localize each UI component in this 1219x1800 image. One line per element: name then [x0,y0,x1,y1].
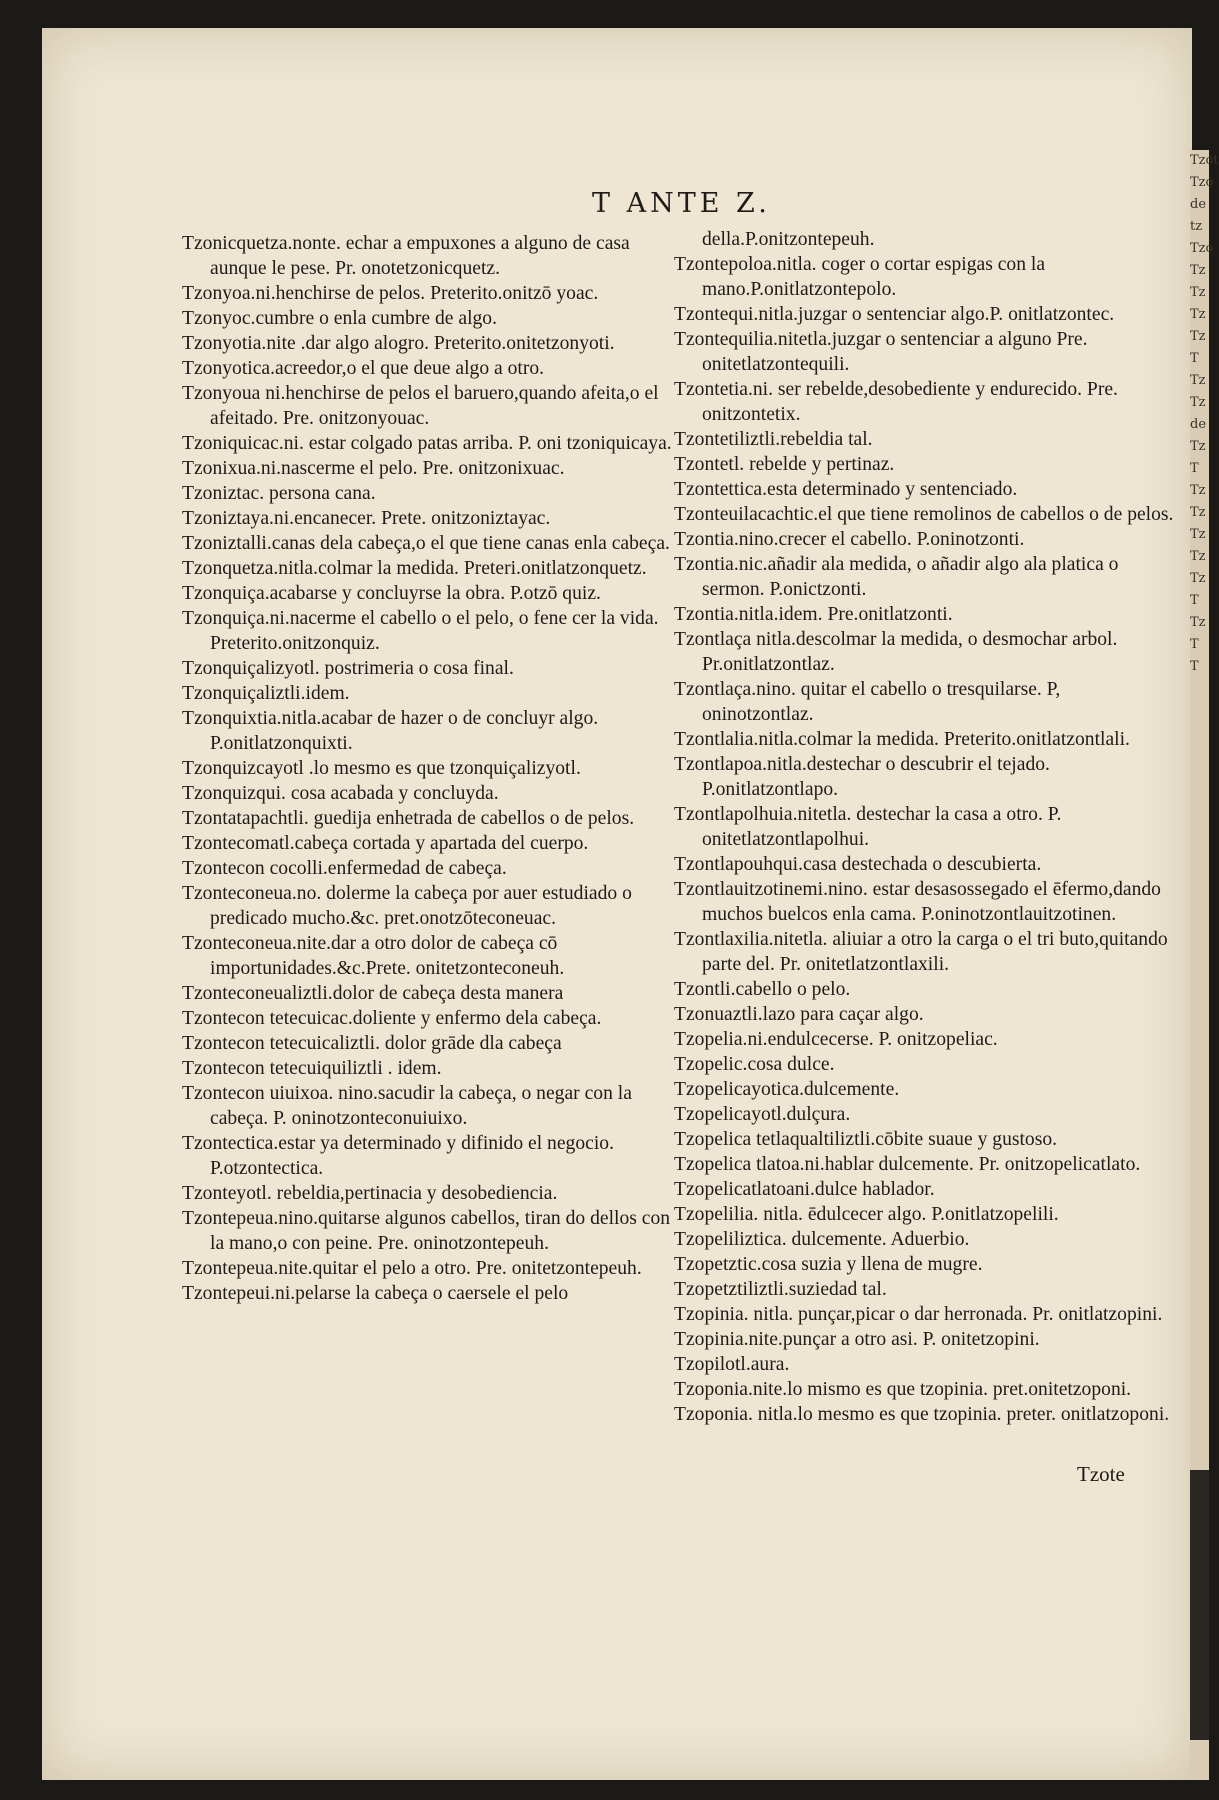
right-column-entry: Tzontetia.ni. ser rebelde,desobediente y endurecido. Pre. onitzontetix. [674,379,1118,425]
left-column-entry: Tzonquetza.nitla.colmar la medida. Preteri.onitlatzonquetz. [182,558,647,579]
facing-page-fragment: Tz [1190,527,1206,542]
left-column-entry: Tzonyoa.ni.henchirse de pelos. Preterito.onitzō yoac. [182,283,599,304]
left-column-entry: Tzontecon tetecuicaliztli. dolor grāde dla cabeça [182,1033,562,1054]
right-column-entry: Tzontia.nitla.idem. Pre.onitlatzonti. [674,604,953,625]
right-column-entry: Tzontepoloa.nitla. coger o cortar espigas con la mano.P.onitlatzontepolo. [674,254,1046,300]
facing-page-fragment: Tzo [1190,241,1214,256]
right-column-entry: Tzontlalia.nitla.colmar la medida. Preterito.onitlatzontlali. [674,729,1130,750]
right-column-entry: Tzopinia.nite.punçar a otro asi. P. onitetzopini. [674,1329,1040,1350]
facing-page-fragment: Tzot [1190,153,1219,168]
right-column-entry: Tzontlaça nitla.descolmar la medida, o desmochar arbol. Pr.onitlatzontlaz. [674,629,1118,675]
facing-page-fragment: de [1190,417,1207,432]
right-column-entry: Tzopetztic.cosa suzia y llena de mugre. [674,1254,983,1275]
facing-page-fragment: Tz [1190,505,1206,520]
left-column-entry: Tzonicquetza.nonte. echar a empuxones a alguno de casa aunque le pese. Pr. onotetzonicquetz. [182,233,630,279]
facing-page-fragment: T [1190,659,1199,674]
right-column-entry: Tzopelia.ni.endulcecerse. P. onitzopeliac. [674,1029,998,1050]
book-page [42,28,1192,1780]
facing-page-fragment: Tz [1190,373,1206,388]
decorative-border [1190,1470,1209,1740]
right-column-entry: Tzoponia.nite.lo mismo es que tzopinia. pret.onitetzoponi. [674,1379,1132,1400]
left-column [182,231,682,1306]
facing-page-fragment: Tz [1190,549,1206,564]
right-column-entry: Tzontetl. rebelde y pertinaz. [674,454,895,475]
right-column-entry: Tzontequilia.nitetla.juzgar o sentenciar a alguno Pre. onitetlatzontequili. [674,329,1088,375]
right-column-entry: Tzontli.cabello o pelo. [674,979,851,1000]
right-column-entry: Tzopelica tlatoa.ni.hablar dulcemente. Pr. onitzopelicatlato. [674,1154,1141,1175]
facing-page-fragment: Tz [1190,439,1206,454]
right-column [674,227,1174,1427]
left-column-entry: Tzonquiçaliztli.idem. [182,683,350,704]
right-column-entry: Tzontlapolhuia.nitetla. destechar la casa a otro. P. onitetlatzontlapolhui. [674,804,1062,850]
right-column-entry: Tzonuaztli.lazo para caçar algo. [674,1004,924,1025]
facing-page-edge [1190,150,1219,1780]
running-head: T ANTE Z. [592,188,771,219]
right-column-entry: Tzopelicatlatoani.dulce hablador. [674,1179,935,1200]
left-column-entry: Tzontatapachtli. guedija enhetrada de cabellos o de pelos. [182,808,635,829]
right-column-entry: Tzontlapoa.nitla.destechar o descubrir el tejado. P.onitlatzontlapo. [674,754,1050,800]
left-column-entry: Tzontectica.estar ya determinado y difinido el negocio. P.otzontectica. [182,1133,614,1179]
right-column-entry: Tzoponia. nitla.lo mesmo es que tzopinia. preter. onitlatzoponi. [674,1404,1170,1425]
left-column-entry: Tzonteconeualiztli.dolor de cabeça desta manera [182,983,564,1004]
left-column-entry: Tzonquiça.acabarse y concluyrse la obra. P.otzō quiz. [182,583,601,604]
left-column-entry: Tzonixua.ni.nascerme el pelo. Pre. onitzonixuac. [182,458,565,479]
facing-page-fragment: Tz [1190,615,1206,630]
facing-page-fragment: Tz [1190,285,1206,300]
left-column-entry: Tzonquiça.ni.nacerme el cabello o el pelo, o fene cer la vida. Preterito.onitzonquiz. [182,608,659,654]
right-column-entry: Tzopelilia. nitla. ēdulcecer algo. P.onitlatzopelili. [674,1204,1059,1225]
facing-page-fragment: T [1190,461,1199,476]
facing-page-fragment: Tz [1190,307,1206,322]
left-column-entry: Tzoniquicac.ni. estar colgado patas arriba. P. oni tzoniquicaya. [182,433,672,454]
facing-page-fragment: Tz [1190,571,1206,586]
right-column-entry: Tzopinia. nitla. punçar,picar o dar herronada. Pr. onitlatzopini. [674,1304,1163,1325]
right-column-entry: Tzopilotl.aura. [674,1354,790,1375]
left-column-entry: Tzonyotica.acreedor,o el que deue algo a otro. [182,358,545,379]
right-column-entry: Tzontetiliztli.rebeldia tal. [674,429,873,450]
right-column-entry: Tzontlapouhqui.casa destechada o descubierta. [674,854,1042,875]
left-column-entry: Tzonquiçalizyotl. postrimeria o cosa final. [182,658,514,679]
left-column-entry: Tzonquixtia.nitla.acabar de hazer o de concluyr algo. P.onitlatzonquixti. [182,708,599,754]
facing-page-fragment: T [1190,637,1199,652]
facing-page-fragment: Tz [1190,483,1206,498]
right-column-entry: Tzopelicayotica.dulcemente. [674,1079,900,1100]
right-column-entry: Tzonteuilacachtic.el que tiene remolinos de cabellos o de pelos. [674,504,1174,525]
right-column-entry: Tzopelicayotl.dulçura. [674,1104,851,1125]
catchword: Tzote [1077,1462,1125,1486]
left-column-entry: Tzoniztalli.canas dela cabeça,o el que tiene canas enla cabeça. [182,533,670,554]
left-column-entry: Tzonquizqui. cosa acabada y concluyda. [182,783,499,804]
right-column-entry: Tzopetztiliztli.suziedad tal. [674,1279,887,1300]
right-column-entry: Tzontlaça.nino. quitar el cabello o tresquilarse. P, oninotzontlaz. [674,679,1061,725]
left-column-entry: Tzonyotia.nite .dar algo alogro. Preterito.onitetzonyoti. [182,333,615,354]
right-column-entry: Tzopelic.cosa dulce. [674,1054,835,1075]
left-column-entry: Tzonteconeua.no. dolerme la cabeça por auer estudiado o predicado mucho.&c. pret.onotzōteconeuac. [182,883,632,929]
right-column-entry: Tzontia.nic.añadir ala medida, o añadir algo ala platica o sermon. P.onictzonti. [674,554,1119,600]
right-column-entry: Tzontlaxilia.nitetla. aliuiar a otro la carga o el tri buto,quitando parte del. Pr. onitetlatzontlaxili. [674,929,1168,975]
left-column-entry: Tzonteyotl. rebeldia,pertinacia y desobediencia. [182,1183,558,1204]
facing-page-fragment: T [1190,593,1199,608]
left-column-entry: Tzonyoua ni.henchirse de pelos el baruero,quando afeita,o el afeitado. Pre. onitzonyouac. [182,383,659,429]
left-column-entry: Tzontepeua.nino.quitarse algunos cabellos, tiran do dellos con la mano,o con peine. Pre. oninotzontepeuh. [182,1208,671,1254]
left-column-entry: Tzonyoc.cumbre o enla cumbre de algo. [182,308,498,329]
left-column-entry: Tzoniztac. persona cana. [182,483,376,504]
left-column-entry: Tzontecon cocolli.enfermedad de cabeça. [182,858,507,879]
facing-page-fragment: Tz [1190,329,1206,344]
right-column-entry: Tzontia.nino.crecer el cabello. P.oninotzonti. [674,529,1025,550]
facing-page-fragment: Tz [1190,395,1206,410]
facing-page-fragments [1190,150,1219,678]
left-column-entry: Tzonteconeua.nite.dar a otro dolor de cabeça cō importunidades.&c.Prete. onitetzonteconeuh. [182,933,565,979]
right-column-entry: della.P.onitzontepeuh. [702,229,875,250]
facing-page-fragment: de [1190,197,1207,212]
left-column-entry: Tzontepeua.nite.quitar el pelo a otro. Pre. onitetzontepeuh. [182,1258,642,1279]
left-column-entry: Tzontecomatl.cabeça cortada y apartada del cuerpo. [182,833,589,854]
facing-page-fragment: T [1190,351,1199,366]
right-column-entry: Tzontlauitzotinemi.nino. estar desasossegado el ēfermo,dando muchos buelcos enla cama. P.oninotzontlauitzotinen. [674,879,1161,925]
right-column-entry: Tzontettica.esta determinado y sentenciado. [674,479,1018,500]
facing-page-fragment: tz [1190,219,1203,234]
left-column-entry: Tzontecon tetecuicac.doliente y enfermo dela cabeça. [182,1008,602,1029]
right-column-entry: Tzopelica tetlaqualtiliztli.cōbite suaue y gustoso. [674,1129,1058,1150]
facing-page-fragment: Tzo [1190,175,1214,190]
facing-page-fragment: Tz [1190,263,1206,278]
right-column-entry: Tzopeliliztica. dulcemente. Aduerbio. [674,1229,970,1250]
left-column-entry: Tzontepeui.ni.pelarse la cabeça o caersele el pelo [182,1283,569,1304]
right-column-entry: Tzontequi.nitla.juzgar o sentenciar algo.P. onitlatzontec. [674,304,1115,325]
left-column-entry: Tzontecon tetecuiquiliztli . idem. [182,1058,442,1079]
left-column-entry: Tzoniztaya.ni.encanecer. Prete. onitzoniztayac. [182,508,551,529]
left-column-entry: Tzontecon uiuixoa. nino.sacudir la cabeça, o negar con la cabeça. P. oninotzonteconuiuixo. [182,1083,632,1129]
left-column-entry: Tzonquizcayotl .lo mesmo es que tzonquiçalizyotl. [182,758,581,779]
